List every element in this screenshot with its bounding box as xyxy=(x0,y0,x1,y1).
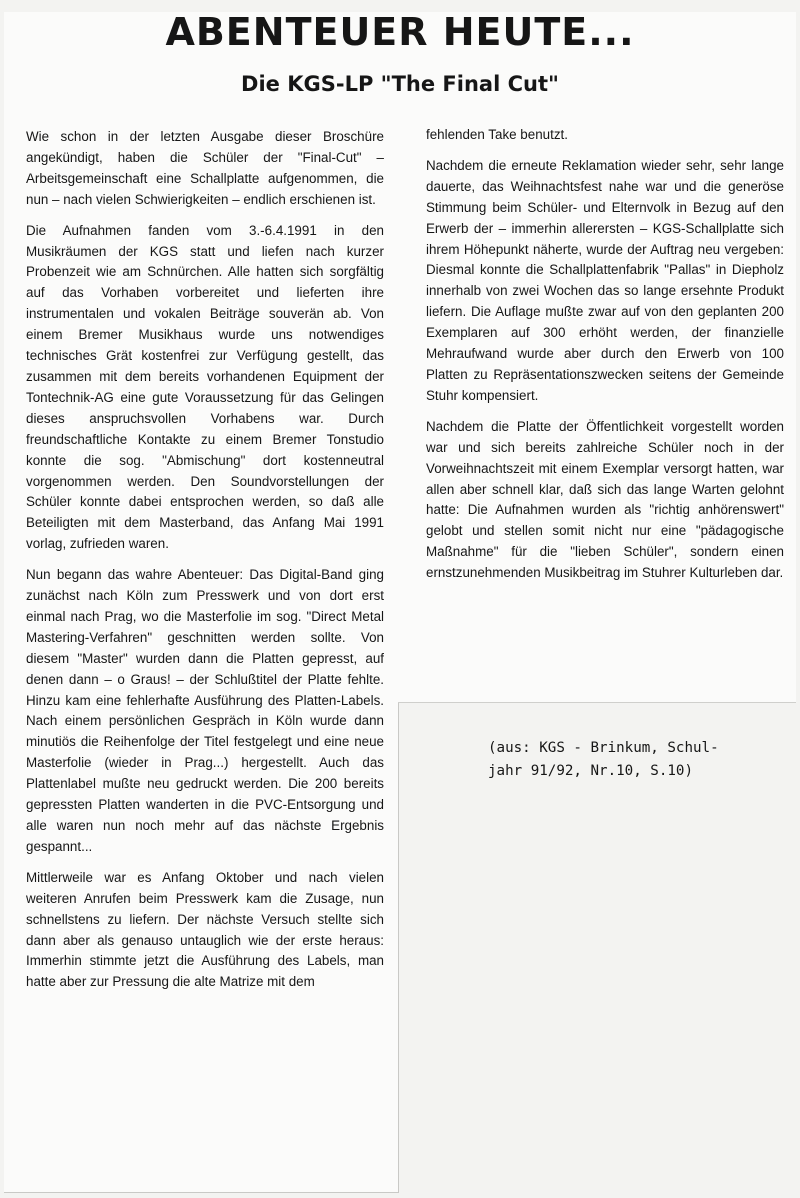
article-column-left xyxy=(26,127,384,1003)
article-subtitle: Die KGS-LP "The Final Cut" xyxy=(241,72,559,96)
paragraph: Wie schon in der letzten Ausgabe dieser Broschüre angekündigt, haben die Schüler der "Final-Cut" – Arbeitsgemeinschaft eine Schallplatte aufgenommen, die nun – nach vielen Schwierigkeiten – endlich erschienen ist. xyxy=(26,129,384,207)
paragraph: Mittlerweile war es Anfang Oktober und nach vielen weiteren Anrufen beim Presswerk kam die Zusage, nun schnellstens zu liefern. Der nächste Versuch stellte sich dann aber als genauso untauglich wie der erste heraus: Immerhin stimmte jetzt die Ausführung des Labels, man hatte aber zur Pressung die alte Matrize mit dem xyxy=(26,869,384,990)
paragraph: Nun begann das wahre Abenteuer: Das Digital-Band ging zunächst nach Köln zum Presswerk und von dort erst einmal nach Prag, wo die Masterfolie im sog. "Direct Metal Mastering-Verfahren" geschnitten werden sollte. Von diesem "Master" wurden dann die Platten gepresst, auf denen dann – o Graus! – der Schlußtitel der Platte fehlte. Hinzu kam eine fehlerhafte Ausführung des Platten-Labels. Nach einem persönlichen Gespräch in Köln wurde dann minutiös die Reihenfolge der Titel festgelegt und eine neue Masterfolie (wieder in Prag...) hergestellt. Auch das Plattenlabel mußte neu gedruckt werden. Die 200 bereits gepressten Platten wanderten in die PVC-Entsorgung und alle waren nun noch mehr auf das nächste Ergebnis gespannt... xyxy=(26,567,384,854)
paragraph: Die Aufnahmen fanden vom 3.-6.4.1991 in den Musikräumen der KGS statt und liefen nach kurzer Probenzeit wie am Schnürchen. Alle hatten sich sorgfältig auf das Vorhaben vorbereitet und lieferten ihre instrumentalen und vokalen Beiträge souverän ab. Von einem Bremer Musikhaus wurde uns notwendiges technisches Grät kostenfrei zur Verfügung gestellt, das zusammen mit dem bereits vorhandenen Equipment der Tontechnik-AG eine gute Voraussetzung für das Gelingen dieses anspruchsvollen Vorhabens war. Durch freundschaftliche Kontakte zu einem Bremer Tonstudio konnte die sog. "Abmischung" dort kostenneutral vorgenommen werden. Den Soundvorstellungen der Schüler konnte dabei entsprochen werden, so daß alle Beteiligten mit dem Masterband, das Anfang Mai 1991 vorlag, zufrieden waren. xyxy=(26,222,384,552)
paragraph: Nachdem die Platte der Öffentlichkeit vorgestellt worden war und sich bereits zahlreiche Schüler noch in der Vorweihnachtszeit mit einem Exemplar versorgt hatten, war allen aber schnell klar, daß sich das lange Warten gelohnt hatte: Die Aufnahmen wurden als "richtig anhörenswert" gelobt und stellen somit nicht nur eine "pädagogische Maßnahme" für die "lieben Schüler", sondern einen ernstzunehmenden Musikbeitrag im Stuhrer Kulturleben dar. xyxy=(426,418,784,581)
paragraph: fehlenden Take benutzt. xyxy=(426,127,568,142)
paragraph: Nachdem die erneute Reklamation wieder sehr, sehr lange dauerte, das Weihnachtsfest nahe war und die generöse Stimmung beim Schüler- und Elternvolk in Bezug auf den Erwerb der – immerhin allerersten – KGS-Schallplatte sich ihrem Höhepunkt näherte, wurde der Auftrag neu vergeben: Diesmal konnte die Schallplattenfabrik "Pallas" in Diepholz innerhalb von zwei Wochen das so lange ersehnte Produkt liefern. Die Auflage mußte zwar auf von den geplanten 200 Exemplaren auf 300 erhöht werden, der finanzielle Mehraufwand wurde aber durch den Erwerb von 100 Platten zu Repräsentationszwecken seitens der Gemeinde Stuhr kompensiert. xyxy=(426,157,784,403)
article-column-right xyxy=(426,125,784,594)
article-title: ABENTEUER HEUTE... xyxy=(165,10,635,54)
source-citation: (aus: KGS - Brinkum, Schul- jahr 91/92, Nr.10, S.10) xyxy=(488,740,719,779)
